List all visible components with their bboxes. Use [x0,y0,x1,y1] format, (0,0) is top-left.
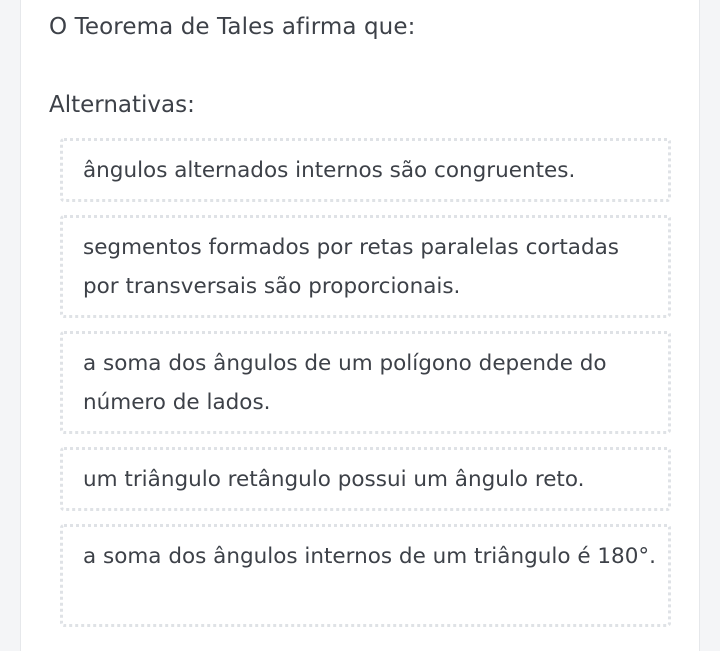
question-text: O Teorema de Tales afirma que: [49,14,416,40]
alternative-option-3[interactable]: a soma dos ângulos de um polígono depende do número de lados. [60,331,671,434]
alternative-option-2[interactable]: segmentos formados por retas paralelas cortadas por transversais são proporcionais. [60,215,671,318]
alternative-option-5[interactable]: a soma dos ângulos internos de um triângulo é 180°. [60,524,671,627]
alternative-option-4[interactable]: um triângulo retângulo possui um ângulo reto. [60,447,671,511]
alternative-option-1[interactable]: ângulos alternados internos são congruentes. [60,138,671,202]
question-card [20,0,700,651]
alternatives-list [60,138,671,640]
alternatives-heading: Alternativas: [49,92,195,118]
